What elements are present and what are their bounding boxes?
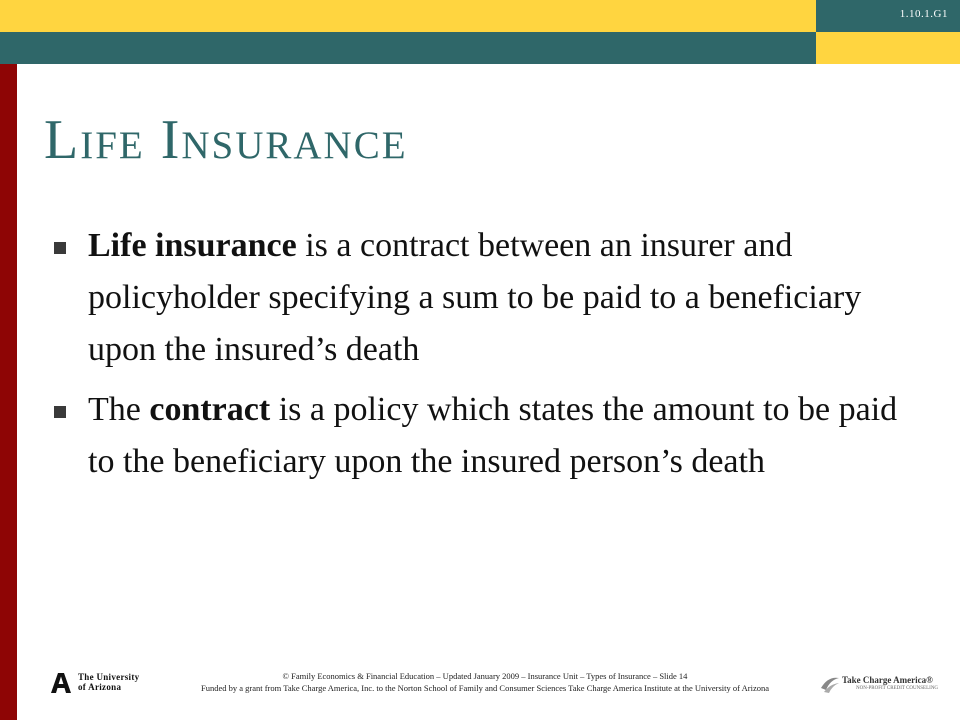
header-band-teal (0, 32, 816, 64)
corner-block-yellow (816, 32, 960, 64)
bullet-text: is a policy which states the amount to be paid to the beneficiary upon the insured person’s death (88, 391, 898, 480)
tca-logo-tagline: NON-PROFIT CREDIT COUNSELING (856, 686, 939, 691)
header-band-yellow (0, 0, 816, 32)
bullet-text: is a contract between an insurer and policyholder specifying a sum to be paid to a beneficiary upon the insured’s death (88, 227, 862, 368)
bullet-term: contract (149, 391, 271, 428)
slide-code: 1.10.1.G1 (899, 8, 948, 20)
bullet-prefix: The (88, 391, 150, 428)
slide-title: Life Insurance (44, 109, 408, 171)
square-bullet-icon (54, 406, 66, 418)
bullet-item (52, 384, 902, 488)
bullet-term: Life insurance (88, 227, 297, 264)
ua-logo-line1: The University (78, 672, 140, 682)
take-charge-america-logo (820, 672, 948, 696)
university-of-arizona-logo (50, 672, 150, 694)
arizona-a-icon (50, 672, 72, 694)
footer-credits (150, 670, 820, 694)
ua-logo-line2: of Arizona (78, 682, 122, 692)
corner-block-teal (816, 0, 960, 32)
bullet-list (52, 220, 902, 496)
tca-logo-name: Take Charge America® (842, 675, 933, 685)
bullet-item (52, 220, 902, 376)
tca-swoosh-icon (820, 674, 840, 694)
square-bullet-icon (54, 242, 66, 254)
footer-line-1: © Family Economics & Financial Education – Updated January 2009 – Insurance Unit – Types of Insurance – Slide 14 (282, 671, 688, 681)
footer-line-2: Funded by a grant from Take Charge America, Inc. to the Norton School of Family and Consumer Sciences Take Charge America Institute at the University of Arizona (200, 683, 769, 693)
left-accent-bar (0, 64, 17, 720)
